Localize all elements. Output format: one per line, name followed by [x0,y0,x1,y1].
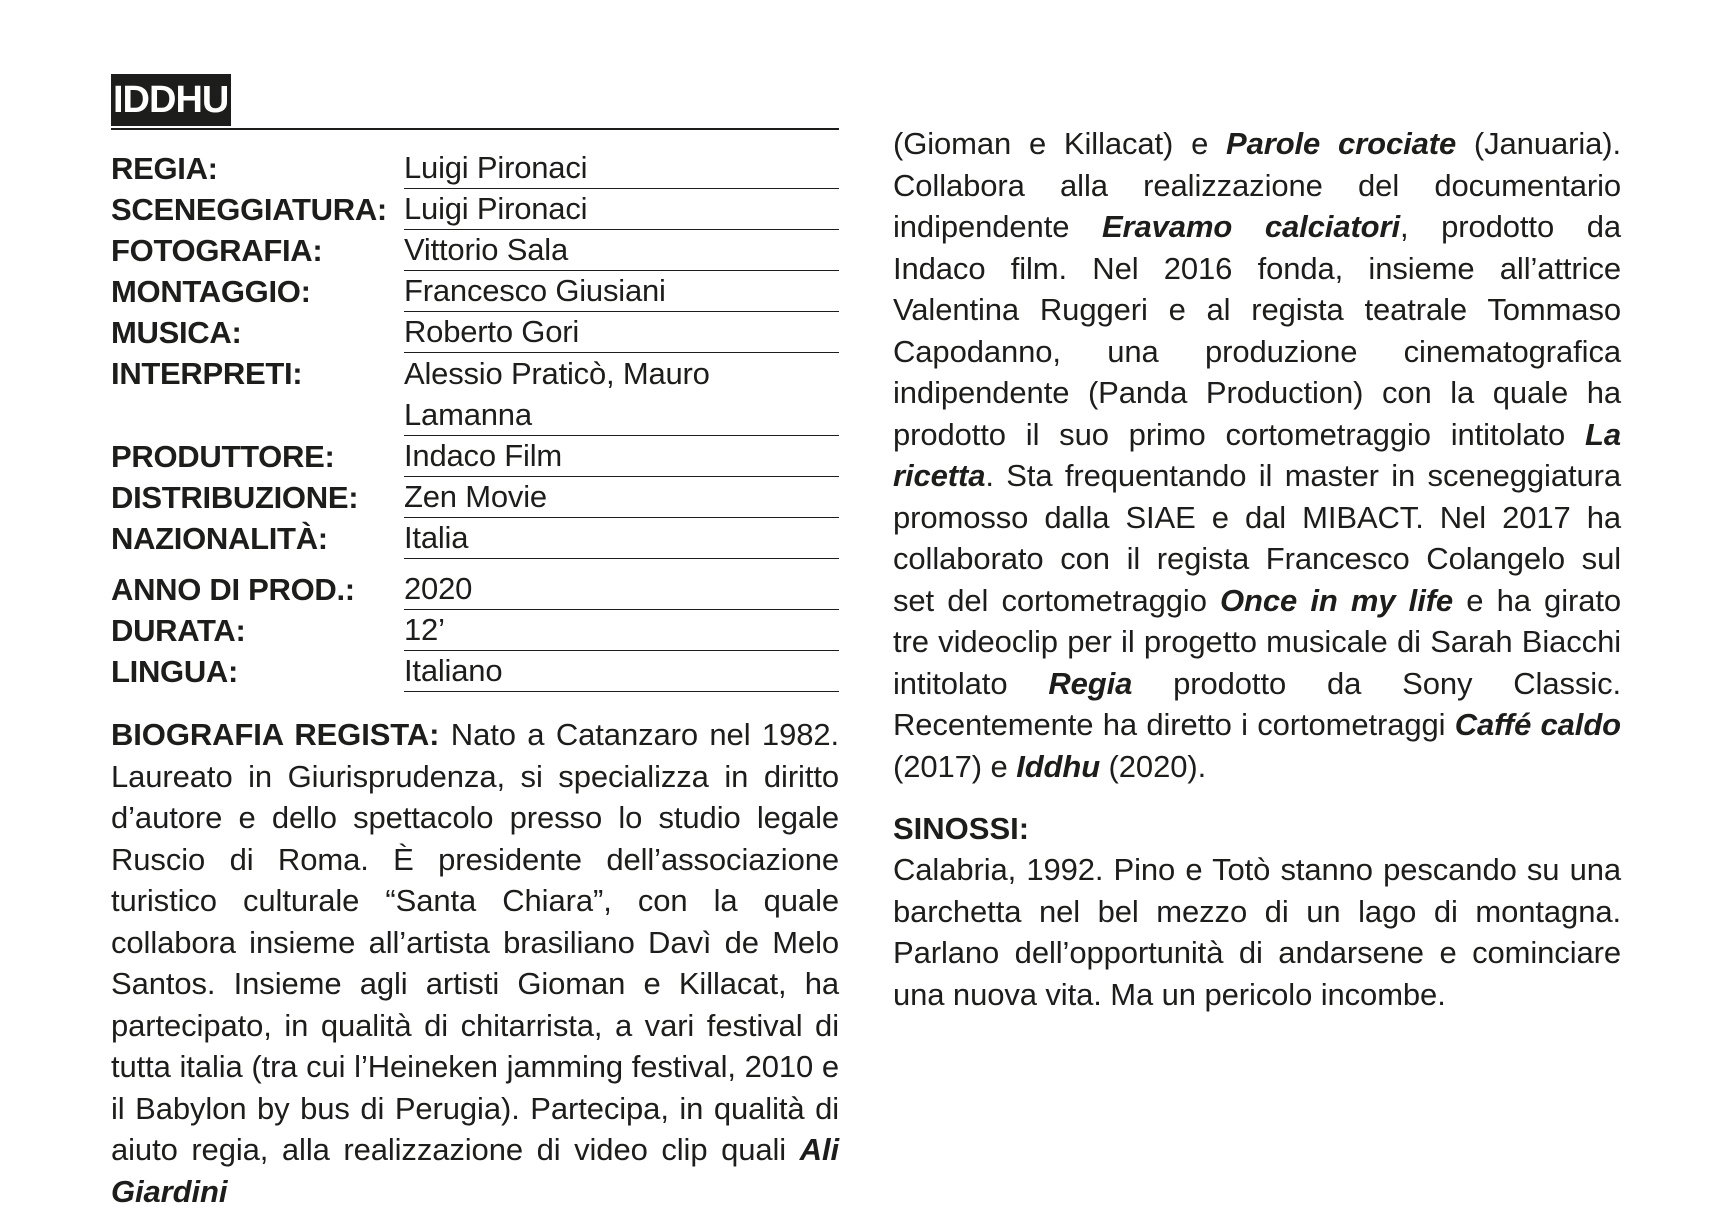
biography-text: (2017) e [893,748,1017,784]
credit-row-produttore [111,436,839,477]
biography-text: (Januaria). Collabora alla realizzazione del documentario indipendente [893,126,1621,244]
credit-row-durata [111,610,839,651]
credit-row-sceneggiatura [111,189,839,230]
credit-row-montaggio [111,271,839,312]
credit-label: NAZIONALITÀ: [111,521,328,556]
credit-row-fotografia [111,230,839,271]
credit-row-distribuzione [111,477,839,518]
biography-text: Nato a Catanzaro nel 1982. Laureato in Giurisprudenza, si specializza in diritto d’autore e dello spettacolo presso lo studio legale Ruscio di Roma. È presidente dell’associazione turistico culturale “Santa Chiara”, con la quale collabora insieme all’artista brasiliano Davì de Melo Santos. Insieme agli artisti Gioman e Killacat, ha partecipato, in qualità di chitarrista, a vari festival di tutta italia (tra cui l’Heineken jamming festival, 2010 e il Babylon by bus di Perugia). Partecipa, in qualità di aiuto regia, alla realizzazione di video clip quali [111,717,839,1167]
credit-row-anno [111,569,839,610]
credit-row-interpreti [111,353,839,436]
credit-value: Luigi Pironaci [404,189,839,230]
credit-label: DISTRIBUZIONE: [111,480,359,515]
credit-value: 2020 [404,569,839,610]
credit-row-musica [111,312,839,353]
credit-value: Francesco Giusiani [404,271,839,312]
biography-text: e ha girato tre videoclip per il progetto musicale di Sarah Biacchi intitolato [893,582,1621,701]
credit-value: Indaco Film [404,436,839,477]
biography-heading: BIOGRAFIA REGISTA: [111,717,440,752]
biography-text: , prodotto da Indaco film. Nel 2016 fonda, insieme all’attrice Valentina Ruggeri e al regista teatrale Tommaso Capodanno, una produzione cinematografica indipendente (Panda Production) con la quale ha prodotto il suo primo cortometraggio intitolato [893,209,1621,452]
biography-work-title: Eravamo calciatori [1101,209,1400,244]
biography-text: prodotto da Sony Classic. Recentemente ha diretto i cortometraggi [893,665,1621,742]
credit-label: MONTAGGIO: [111,274,311,309]
credit-value: Vittorio Sala [404,230,839,271]
biography-paragraph [111,714,839,1212]
credit-label: ANNO DI PROD.: [111,572,355,607]
credit-value: 12’ [404,610,839,651]
credit-label: LINGUA: [111,654,239,689]
credit-value: Italia [404,518,839,559]
credit-label: SCENEGGIATURA: [111,192,387,227]
credit-label: PRODUTTORE: [111,439,335,474]
credits-table [111,148,839,692]
biography-work-title: Caffé caldo [1454,707,1621,742]
credit-row-regia [111,148,839,189]
credit-value: Luigi Pironaci [404,148,839,189]
biography-text: (2020). [1100,748,1207,784]
biography-work-title: Once in my life [1220,582,1454,618]
credit-value: Zen Movie [404,477,839,518]
credit-label: INTERPRETI: [111,356,303,391]
biography-continued [893,123,1621,787]
biography-text: (Gioman e Killacat) e [893,126,1227,161]
credit-row-lingua [111,651,839,692]
credit-row-nazionalita [111,518,839,559]
film-title: IDDHU [111,74,231,126]
credit-label: REGIA: [111,151,218,186]
right-column [893,123,1621,1015]
title-row [111,74,839,130]
credit-label: DURATA: [111,613,246,648]
biography-work-title: Iddhu [1016,748,1101,784]
biography-work-title: Ali Giardini [111,1132,839,1209]
credit-value: Italiano [404,651,839,692]
left-column [111,74,839,1212]
biography-work-title: Parole crociate [1226,126,1457,161]
credit-value: Roberto Gori [404,312,839,353]
biography-text: . Sta frequentando il master in sceneggiatura promosso dalla SIAE e dal MIBACT. Nel 2017 ha collaborato con il regista Francesco Colangelo sul set del cortometraggio [893,458,1621,618]
credit-value: Alessio Praticò, Mauro Lamanna [404,353,839,436]
biography-work-title: Regia [1048,665,1133,701]
synopsis-text: Calabria, 1992. Pino e Totò stanno pescando su una barchetta nel bel mezzo di un lago di montagna. Parlano dell’opportunità di andarsene e cominciare una nuova vita. Ma un pericolo incombe. [893,852,1621,1012]
biography-work-title: La ricetta [893,416,1621,493]
synopsis-heading: SINOSSI: [893,811,1030,846]
credit-label: FOTOGRAFIA: [111,233,323,268]
credit-label: MUSICA: [111,315,242,350]
